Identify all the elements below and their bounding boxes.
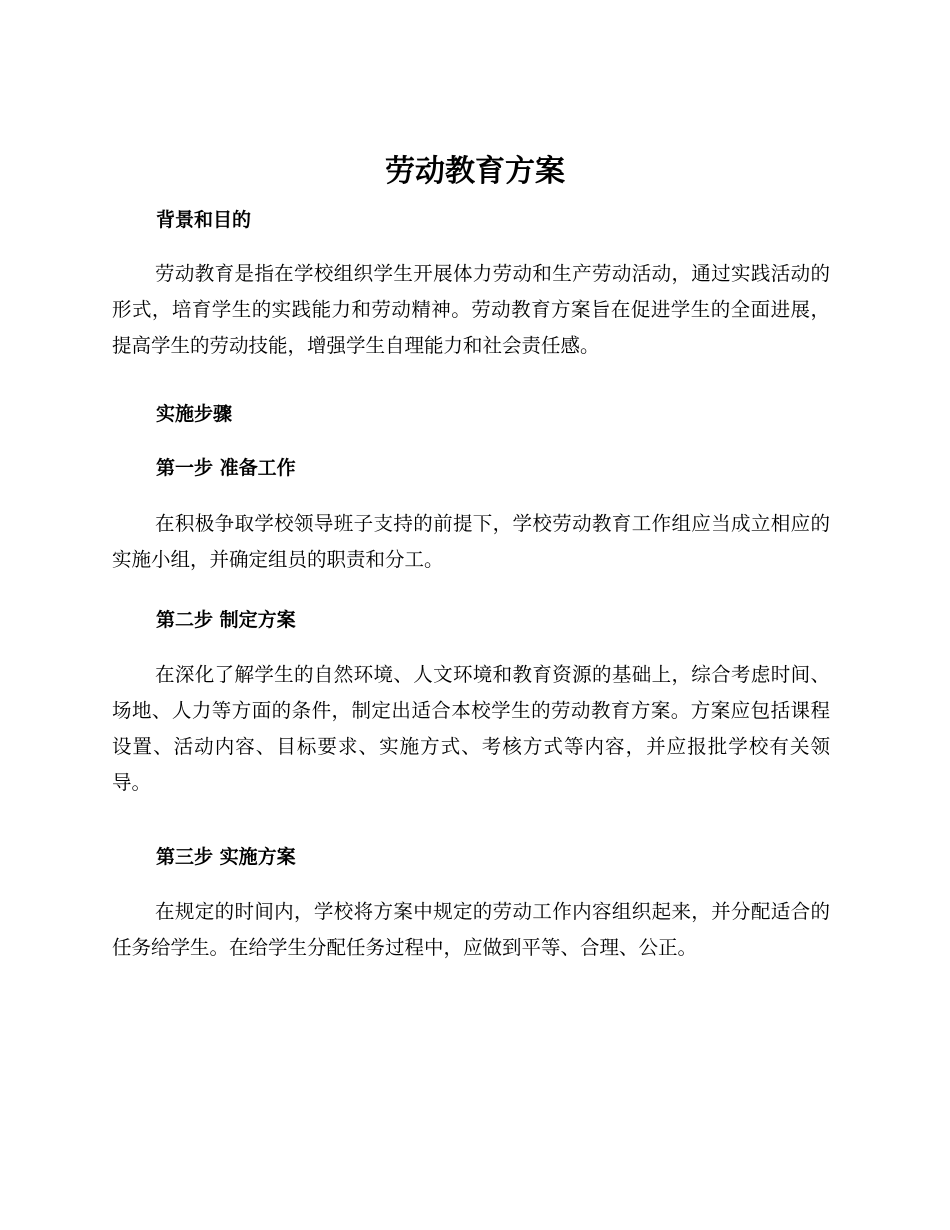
section-heading-step-three: 第三步 实施方案 <box>156 846 296 868</box>
section-heading-step-one: 第一步 准备工作 <box>156 457 296 479</box>
section-paragraph-step-two: 在深化了解学生的自然环境、人文环境和教育资源的基础上，综合考虑时间、场地、人力等方面的条件，制定出适合本校学生的劳动教育方案。方案应包括课程设置、活动内容、目标要求、实施方式、考核方式等内容，并应报批学校有关领导。 <box>112 663 830 794</box>
section-paragraph-step-three: 在规定的时间内，学校将方案中规定的劳动工作内容组织起来，并分配适合的任务给学生。在给学生分配任务过程中，应做到平等、合理、公正。 <box>112 900 830 959</box>
section-heading-steps: 实施步骤 <box>156 403 233 425</box>
section-paragraph-step-one: 在积极争取学校领导班子支持的前提下，学校劳动教育工作组应当成立相应的实施小组，并确定组员的职责和分工。 <box>112 512 830 571</box>
section-heading-background: 背景和目的 <box>156 209 252 231</box>
document-title: 劳动教育方案 <box>385 154 565 189</box>
section-paragraph-background: 劳动教育是指在学校组织学生开展体力劳动和生产劳动活动，通过实践活动的形式，培育学生的实践能力和劳动精神。劳动教育方案旨在促进学生的全面进展，提高学生的劳动技能，增强学生自理能力和社会责任感。 <box>112 262 830 357</box>
section-heading-step-two: 第二步 制定方案 <box>156 609 296 631</box>
